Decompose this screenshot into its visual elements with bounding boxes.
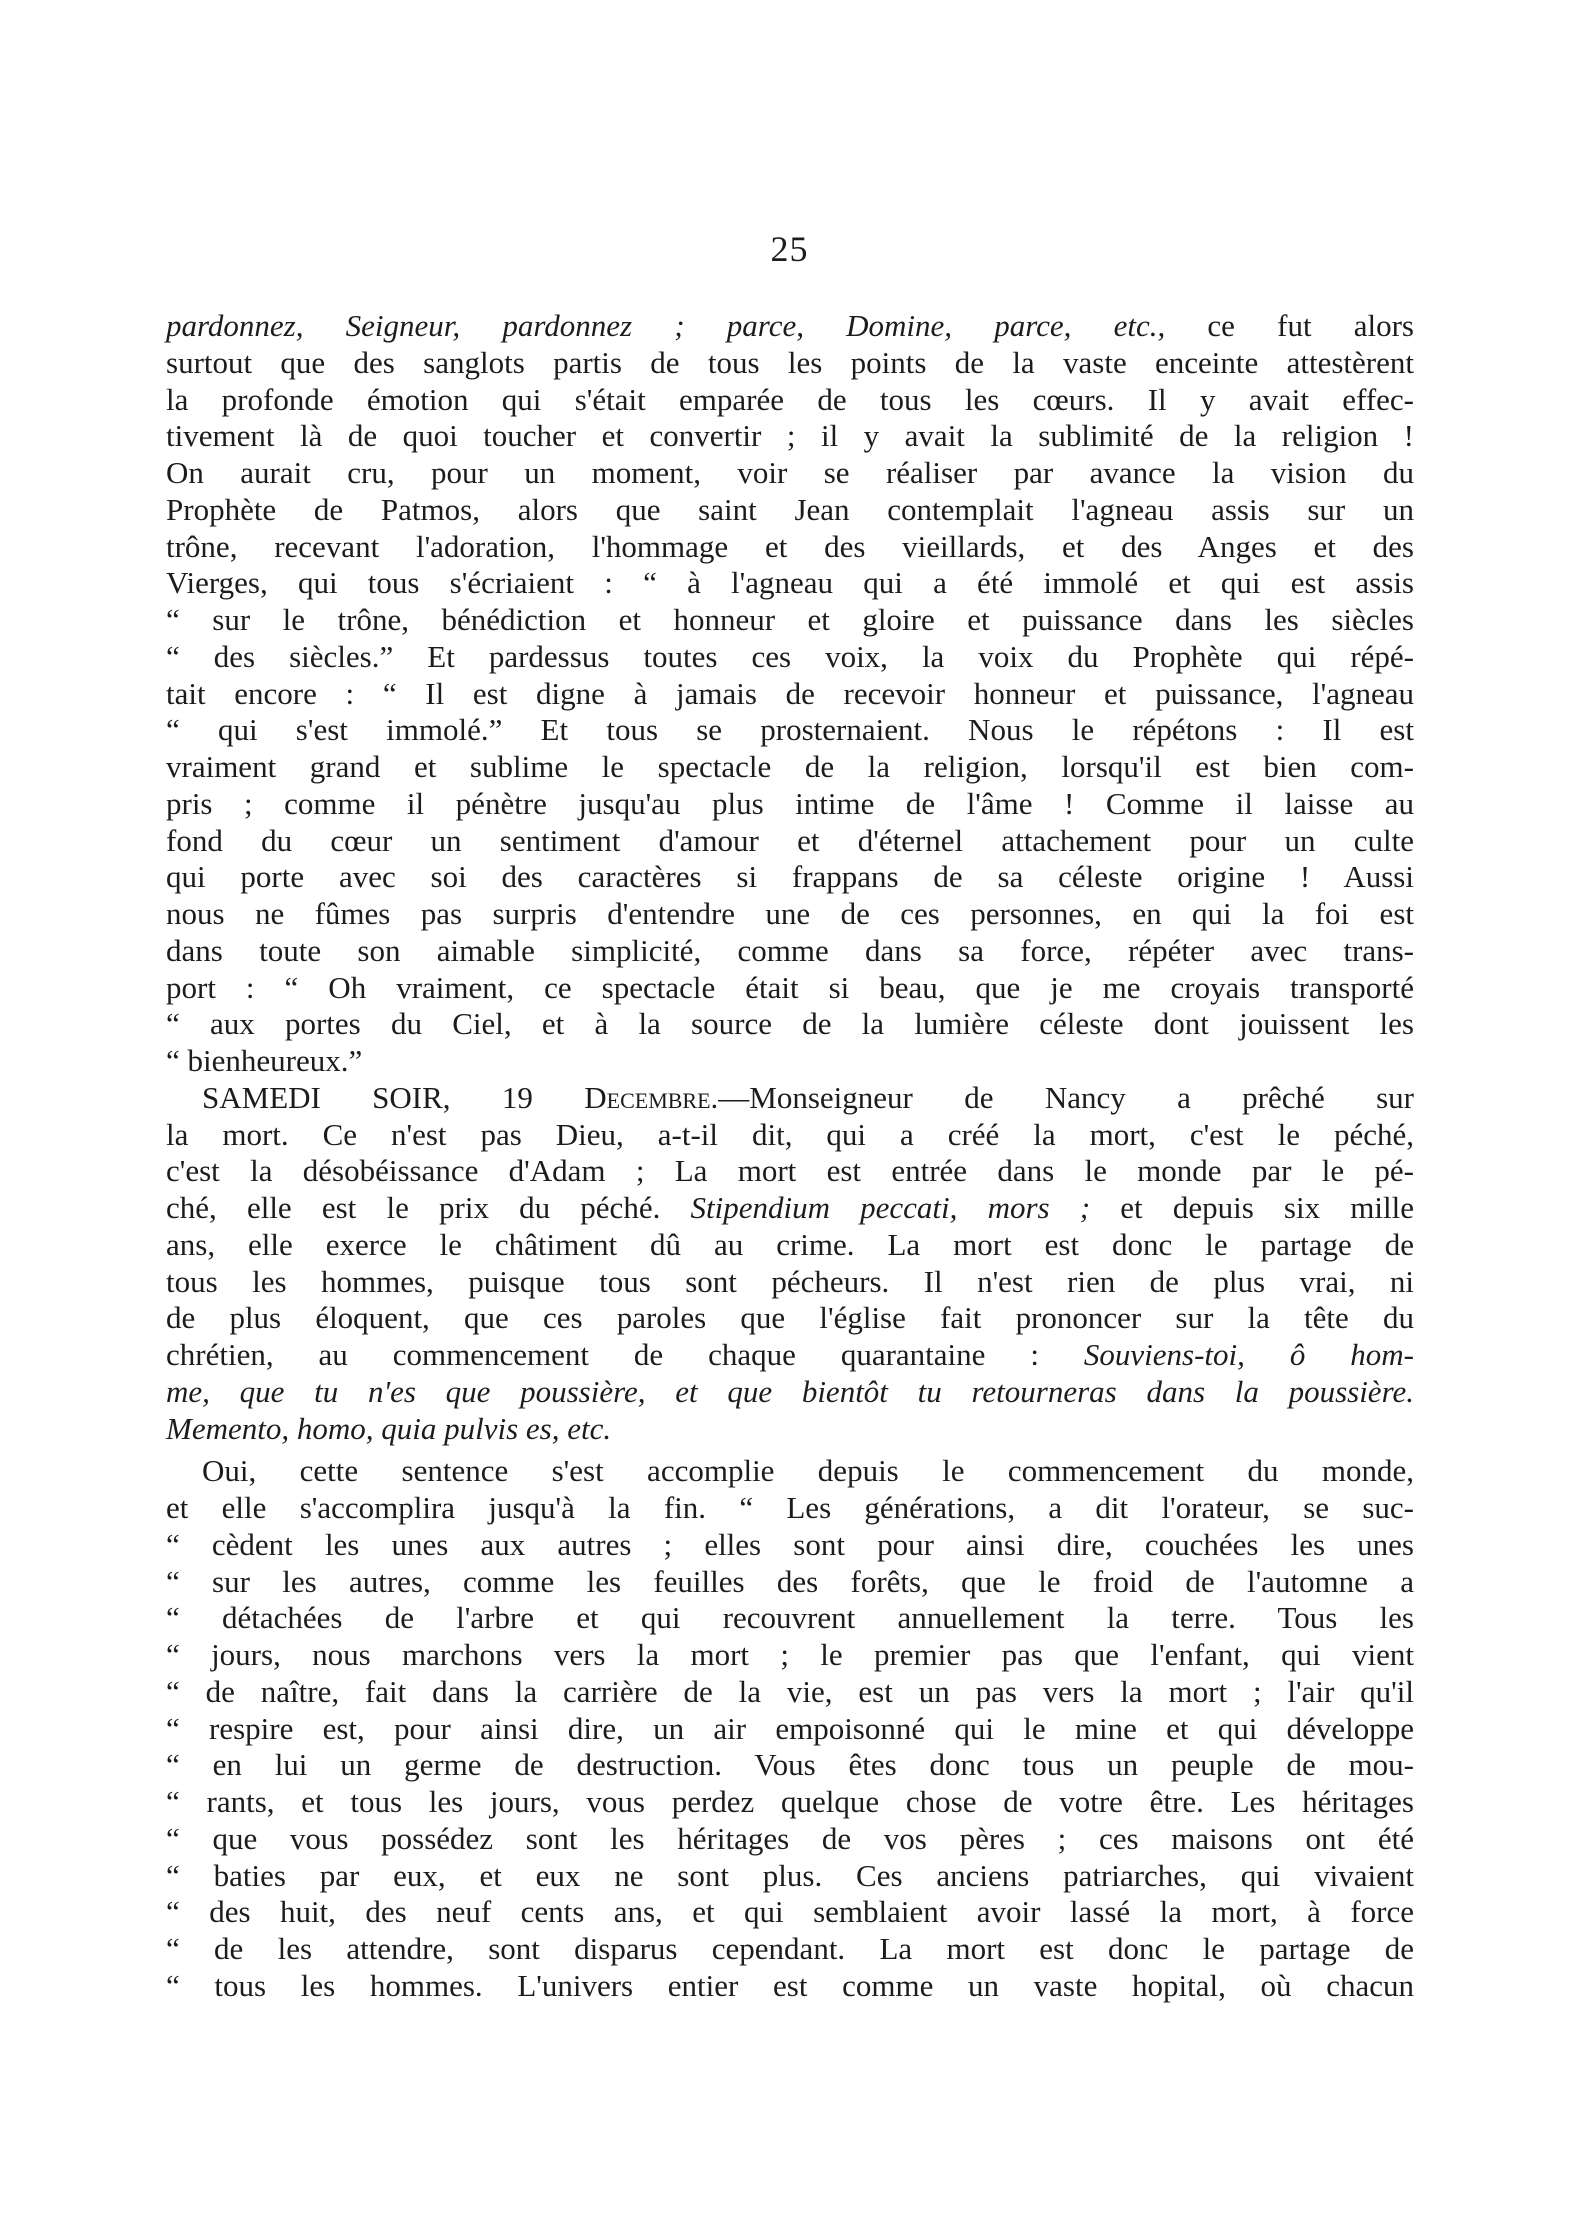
text-line [166,1674,1414,1711]
text-segment: c'est la désobéissance d'Adam ; La mort est entrée dans le monde par le pé- [166,1153,1414,1189]
text-segment: qui porte avec soi des caractères si frappans de sa céleste origine ! Aussi [166,859,1414,895]
text-line [166,676,1414,713]
text-line [166,565,1414,602]
text-segment: nous ne fûmes pas surpris d'entendre une de ces personnes, en qui la foi est [166,896,1414,931]
text-line [166,1637,1414,1674]
italic-text: pardonnez, Seigneur, pardonnez ; parce, Domine, parce, etc., [166,308,1166,343]
text-segment: ce fut alors [1165,308,1414,343]
text-line [166,418,1414,455]
text-line [166,1453,1414,1490]
text-line [166,823,1414,860]
text-line [166,1968,1414,2005]
text-segment: de plus éloquent, que ces paroles que l'église fait prononcer sur la tête du [166,1300,1414,1336]
text-line [166,970,1414,1007]
text-line [166,308,1414,345]
text-segment: pris ; comme il pénètre jusqu'au plus intime de l'âme ! Comme il laisse au [166,785,1414,821]
body-text [166,308,1414,2005]
text-line [166,712,1414,749]
text-segment: “ des siècles.” Et pardessus toutes ces voix, la voix du Prophète qui répé- [166,638,1414,674]
text-segment: “ que vous possédez sont les héritages de vos pères ; ces maisons ont été [166,1820,1414,1856]
text-line [166,859,1414,896]
text-segment: “ tous les hommes. L'univers entier est comme un vaste hopital, où chacun [166,1967,1414,2003]
text-line [166,1117,1414,1154]
small-caps-text: Decembre [584,1079,711,1115]
text-line [166,1227,1414,1264]
text-line [166,749,1414,786]
text-segment: “ des huit, des neuf cents ans, et qui semblaient avoir lassé la mort, à force [166,1894,1414,1930]
text-line [166,1300,1414,1337]
italic-text: Souviens-toi, ô hom- [1083,1337,1414,1372]
text-segment: “ sur les autres, comme les feuilles des forêts, que le froid de l'automne a [166,1563,1414,1599]
text-line [166,1711,1414,1748]
text-segment: et depuis six mille [1090,1190,1414,1225]
text-line [166,786,1414,823]
text-segment: “ de naître, fait dans la carrière de la vie, est un pas vers la mort ; l'air qu'il [166,1673,1414,1709]
text-line [166,1784,1414,1821]
text-line [166,1747,1414,1784]
text-segment: chrétien, au commencement de chaque quarantaine : [166,1337,1084,1372]
text-line [166,382,1414,419]
text-line [166,1490,1414,1527]
text-segment: Oui, cette sentence s'est accomplie depuis le commencement du monde, [202,1453,1414,1489]
text-line [166,1821,1414,1858]
text-line [166,1006,1414,1043]
text-line [166,1337,1414,1374]
text-line [166,1931,1414,1968]
text-line [166,1527,1414,1564]
text-segment: “ jours, nous marchons vers la mort ; le premier pas que l'enfant, qui vient [166,1637,1414,1672]
text-line [166,1190,1414,1227]
text-segment: la profonde émotion qui s'était emparée de tous les cœurs. Il y avait effec- [166,381,1414,417]
text-segment: “ détachées de l'arbre et qui recouvrent annuellement la terre. Tous les [166,1600,1414,1636]
text-line [166,1564,1414,1601]
text-segment: ché, elle est le prix du péché. [166,1190,691,1225]
text-segment: dans toute son aimable simplicité, comme dans sa force, répéter avec trans- [166,932,1414,968]
text-segment: ans, elle exerce le châtiment dû au crime. La mort est donc le partage de [166,1226,1414,1262]
text-segment: tous les hommes, puisque tous sont pécheurs. Il n'est rien de plus vrai, ni [166,1263,1414,1299]
text-line [166,1153,1414,1190]
text-segment: Vierges, qui tous s'écriaient : “ à l'agneau qui a été immolé et qui est assis [166,565,1414,601]
text-segment: tivement là de quoi toucher et convertir ; il y avait la sublimité de la religion ! [166,418,1414,454]
text-segment: “ rants, et tous les jours, vous perdez quelque chose de votre être. Les héritages [166,1784,1414,1819]
text-line [166,602,1414,639]
text-line [166,492,1414,529]
italic-text: me, que tu n'es que poussière, et que bientôt tu retourneras dans la poussière. [166,1373,1414,1409]
text-line [166,1600,1414,1637]
text-segment: On aurait cru, pour un moment, voir se réaliser par avance la vision du [166,455,1414,490]
page-number: 25 [770,229,809,269]
text-segment: fond du cœur un sentiment d'amour et d'éternel attachement pour un culte [166,822,1414,858]
text-line [166,1374,1414,1411]
text-line [166,1894,1414,1931]
text-segment: la mort. Ce n'est pas Dieu, a-t-il dit, qui a créé la mort, c'est le péché, [166,1116,1414,1152]
italic-text: Stipendium peccati, mors ; [690,1190,1091,1225]
text-segment: surtout que des sanglots partis de tous les points de la vaste enceinte attestèrent [166,344,1414,380]
text-line [166,1264,1414,1301]
text-segment: “ cèdent les unes aux autres ; elles sont pour ainsi dire, couchées les unes [166,1526,1414,1562]
text-line [166,1858,1414,1895]
text-segment: .—Monseigneur de Nancy a prêché sur [710,1079,1415,1115]
italic-text: Memento, homo, quia pulvis es, etc. [166,1410,612,1446]
text-segment: tait encore : “ Il est digne à jamais de recevoir honneur et puissance, l'agneau [166,675,1414,711]
text-line [166,345,1414,382]
text-line [166,639,1414,676]
text-line [166,1080,1414,1117]
text-segment: port : “ Oh vraiment, ce spectacle était si beau, que je me croyais transporté [166,969,1414,1005]
text-segment: “ de les attendre, sont disparus cependant. La mort est donc le partage de [166,1931,1414,1966]
text-segment: “ qui s'est immolé.” Et tous se prosternaient. Nous le répétons : Il est [166,712,1414,748]
text-line [166,896,1414,933]
text-line [166,1411,1414,1448]
text-line [166,455,1414,492]
text-segment: trône, recevant l'adoration, l'hommage et des vieillards, et des Anges et des [166,528,1414,564]
text-segment: vraiment grand et sublime le spectacle de la religion, lorsqu'il est bien com- [166,749,1414,784]
text-segment: “ baties par eux, et eux ne sont plus. Ces anciens patriarches, qui vivaient [166,1857,1414,1893]
text-segment: “ respire est, pour ainsi dire, un air empoisonné qui le mine et qui développe [166,1710,1414,1746]
text-segment: SAMEDI SOIR, 19 [202,1079,585,1115]
text-segment: “ sur le trône, bénédiction et honneur et gloire et puissance dans les siècles [166,602,1414,637]
text-line [166,529,1414,566]
text-segment: “ en lui un germe de destruction. Vous êtes donc tous un peuple de mou- [166,1747,1414,1783]
text-line [166,1043,1414,1080]
text-line [166,933,1414,970]
text-segment: “ bienheureux.” [166,1043,363,1078]
text-segment: “ aux portes du Ciel, et à la source de la lumière céleste dont jouissent les [166,1006,1414,1042]
text-segment: et elle s'accomplira jusqu'à la fin. “ Les générations, a dit l'orateur, se suc- [166,1490,1414,1525]
text-segment: Prophète de Patmos, alors que saint Jean contemplait l'agneau assis sur un [166,491,1414,527]
